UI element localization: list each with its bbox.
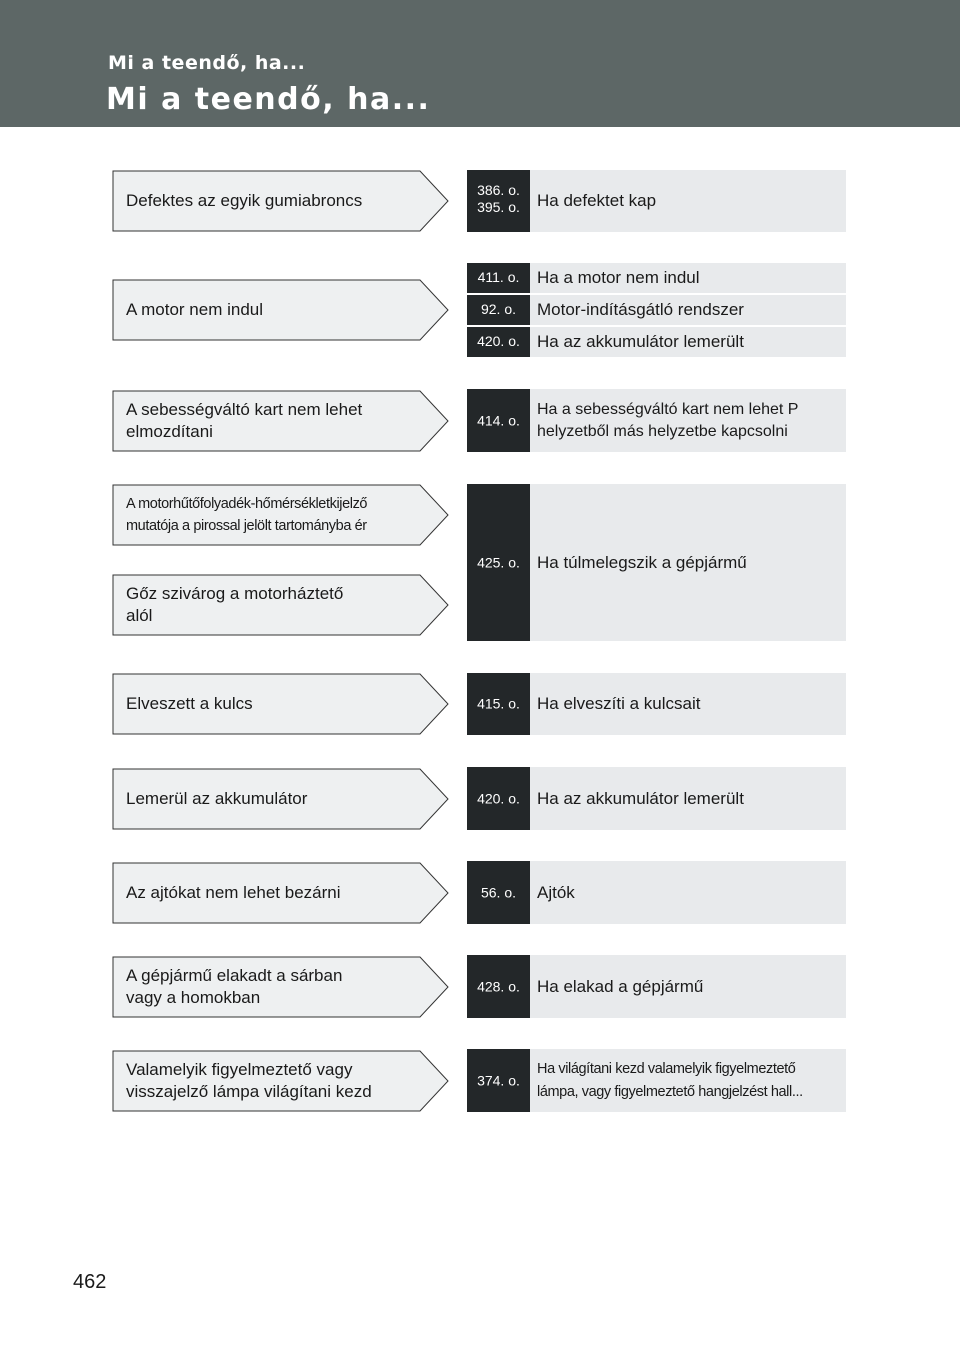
chapter-header	[0, 0, 960, 127]
reference-label: Ha világítani kezd valamelyik figyelmeztető lámpa, vagy figyelmeztető hangjelzést hall...	[537, 1060, 803, 1100]
reference-label: Ha a motor nem indul	[537, 268, 700, 287]
reference-label: Ha az akkumulátor lemerült	[537, 332, 744, 351]
problem-arrow	[112, 484, 450, 546]
page-reference[interactable]	[467, 1049, 530, 1112]
reference-link[interactable]	[530, 955, 846, 1018]
reference-label: Ha defektet kap	[537, 191, 657, 210]
reference-label: Ha a sebességváltó kart nem lehet P helyzetből más helyzetbe kapcsolni	[537, 400, 799, 440]
page-number-ref: 92. o.	[480, 301, 517, 317]
problem-arrow	[112, 170, 450, 232]
page-number-ref: 420. o.	[477, 333, 520, 349]
page-number-ref: 414. o.	[477, 412, 520, 428]
page-reference[interactable]	[467, 263, 530, 293]
reference-link[interactable]	[530, 170, 846, 232]
problem-label: Valamelyik figyelmeztető vagy visszajelző lámpa világítani kezd	[126, 1060, 372, 1101]
problem-label: A gépjármű elakadt a sárban vagy a homokban	[126, 966, 343, 1007]
page-reference[interactable]	[467, 861, 530, 924]
reference-link[interactable]	[530, 767, 846, 830]
problem-label: A motorhűtőfolyadék-hőmérsékletkijelző mutatója a pirossal jelölt tartományba ér	[126, 496, 368, 534]
page-number-ref: 420. o.	[477, 790, 520, 806]
problem-label: A motor nem indul	[126, 300, 264, 319]
reference-link[interactable]	[530, 295, 846, 325]
reference-label: Ha elakad a gépjármű	[537, 976, 704, 996]
reference-label: Ha az akkumulátor lemerült	[537, 788, 744, 808]
reference-label: Motor-indításgátló rendszer	[537, 300, 744, 319]
page-number-ref: 374. o.	[477, 1072, 520, 1088]
page-number-ref: 415. o.	[477, 695, 520, 712]
page-reference[interactable]	[467, 295, 530, 325]
page-reference[interactable]	[467, 170, 530, 232]
problem-label: A sebességváltó kart nem lehet elmozdítani	[126, 400, 363, 441]
problem-label: Defektes az egyik gumiabroncs	[126, 191, 363, 210]
chapter-subtitle: Mi a teendő, ha...	[108, 52, 306, 74]
page-reference[interactable]	[467, 389, 530, 452]
reference-label: Ha túlmelegszik a gépjármű	[537, 552, 747, 572]
page-number-ref: 56. o.	[480, 884, 517, 900]
reference-label: Ajtók	[537, 882, 575, 902]
reference-link[interactable]	[530, 389, 846, 452]
problem-label: Gőz szivárog a motorháztető alól	[126, 584, 344, 625]
problem-arrow	[112, 956, 450, 1018]
reference-link[interactable]	[530, 1049, 846, 1112]
problem-arrow	[112, 279, 450, 341]
page-number-ref: 411. o.	[477, 269, 520, 285]
reference-link[interactable]	[530, 263, 846, 293]
problem-arrow	[112, 390, 450, 452]
problem-arrow	[112, 1050, 450, 1112]
page-number-ref: 425. o.	[477, 554, 520, 570]
problem-label: Az ajtókat nem lehet bezárni	[126, 883, 341, 902]
chapter-title: Mi a teendő, ha...	[106, 82, 431, 117]
page-number-ref: 428. o.	[477, 978, 520, 994]
problem-label: Lemerül az akkumulátor	[126, 789, 308, 808]
page-number: 462	[73, 1271, 107, 1293]
problem-arrow	[112, 673, 450, 735]
page-reference[interactable]	[467, 767, 530, 830]
page-reference[interactable]	[467, 327, 530, 357]
page-reference[interactable]	[467, 673, 530, 735]
reference-label: Ha elveszíti a kulcsait	[537, 694, 701, 713]
problem-label: Elveszett a kulcs	[126, 694, 253, 713]
problem-arrow	[112, 574, 450, 636]
reference-link[interactable]	[530, 327, 846, 357]
reference-link[interactable]	[530, 673, 846, 735]
reference-link[interactable]	[530, 484, 846, 641]
page-reference[interactable]	[467, 955, 530, 1018]
problem-arrow	[112, 862, 450, 924]
reference-link[interactable]	[530, 861, 846, 924]
page-reference[interactable]	[467, 484, 530, 641]
problem-arrow	[112, 768, 450, 830]
page-number-ref: 386. o. 395. o.	[477, 182, 520, 215]
